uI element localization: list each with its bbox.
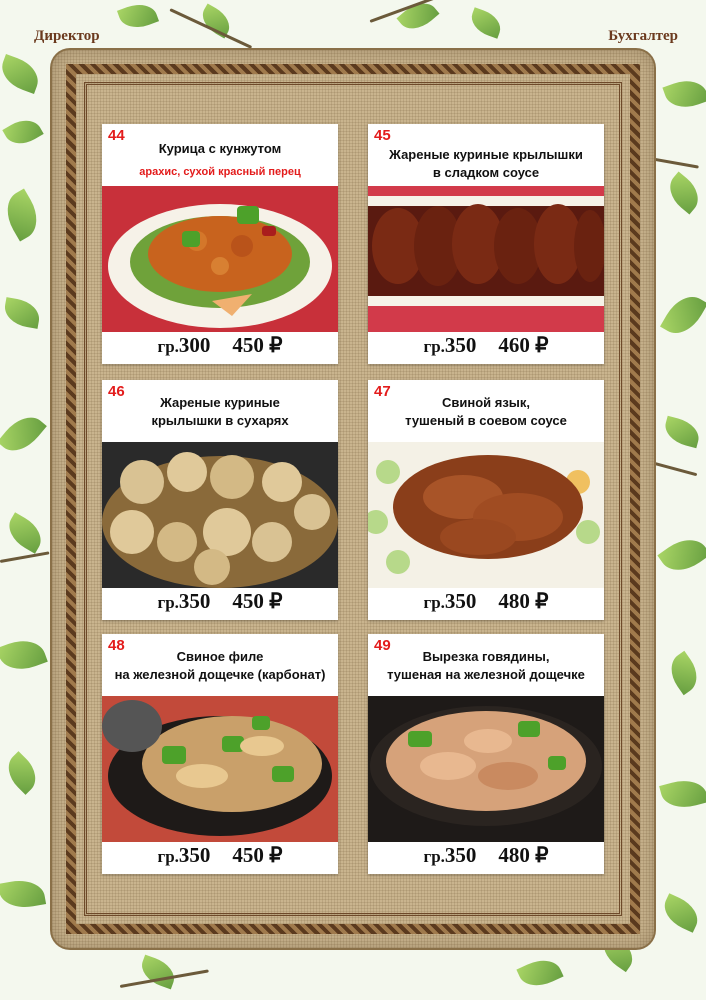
item-title: Жареные куриные крылышки в сладком соусе bbox=[389, 147, 583, 180]
item-price: 450 ₽ bbox=[232, 333, 283, 357]
menu-item-44 bbox=[102, 124, 338, 364]
item-number: 49 bbox=[374, 637, 391, 654]
director-label: Директор bbox=[34, 28, 100, 44]
price-row bbox=[102, 333, 338, 358]
item-number: 45 bbox=[374, 127, 391, 144]
item-number: 44 bbox=[108, 127, 125, 144]
item-title: Свиное филе на железной дощечке (карбонат) bbox=[114, 649, 326, 682]
item-number: 46 bbox=[108, 383, 125, 400]
price-row bbox=[102, 589, 338, 614]
item-price: 450 ₽ bbox=[232, 843, 283, 867]
dish-photo bbox=[368, 696, 604, 842]
accountant-label: Бухгалтер bbox=[608, 28, 678, 44]
item-weight: 350 bbox=[178, 843, 211, 867]
dish-photo bbox=[102, 442, 338, 588]
dish-photo bbox=[102, 186, 338, 332]
weight-prefix: гр. bbox=[423, 847, 445, 866]
menu-item-45 bbox=[368, 124, 604, 364]
price-row bbox=[368, 589, 604, 614]
menu-item-49 bbox=[368, 634, 604, 874]
menu-item-48 bbox=[102, 634, 338, 874]
price-row bbox=[368, 333, 604, 358]
dish-photo bbox=[368, 442, 604, 588]
weight-prefix: гр. bbox=[423, 337, 445, 356]
price-row bbox=[102, 843, 338, 868]
weight-prefix: гр. bbox=[157, 337, 179, 356]
menu-item-47 bbox=[368, 380, 604, 620]
item-weight: 350 bbox=[444, 843, 477, 867]
item-price: 460 ₽ bbox=[498, 333, 549, 357]
item-price: 450 ₽ bbox=[232, 589, 283, 613]
item-title: Свиной язык, тушеный в соевом соусе bbox=[405, 395, 567, 428]
item-number: 47 bbox=[374, 383, 391, 400]
item-price: 480 ₽ bbox=[498, 843, 549, 867]
item-weight: 350 bbox=[444, 333, 477, 357]
weight-prefix: гр. bbox=[423, 593, 445, 612]
dish-photo bbox=[102, 696, 338, 842]
item-price: 480 ₽ bbox=[498, 589, 549, 613]
item-title: Курица с кунжутом bbox=[158, 141, 282, 156]
item-weight: 350 bbox=[178, 589, 211, 613]
item-title: Жареные куриные крылышки в сухарях bbox=[151, 395, 289, 428]
price-row bbox=[368, 843, 604, 868]
item-weight: 350 bbox=[444, 589, 477, 613]
weight-prefix: гр. bbox=[157, 847, 179, 866]
item-title: Вырезка говядины, тушеная на железной дощечке bbox=[387, 649, 585, 682]
item-weight: 300 bbox=[178, 333, 211, 357]
item-subtitle: арахис, сухой красный перец bbox=[139, 166, 301, 178]
menu-item-46 bbox=[102, 380, 338, 620]
item-number: 48 bbox=[108, 637, 125, 654]
dish-photo bbox=[368, 186, 604, 332]
weight-prefix: гр. bbox=[157, 593, 179, 612]
